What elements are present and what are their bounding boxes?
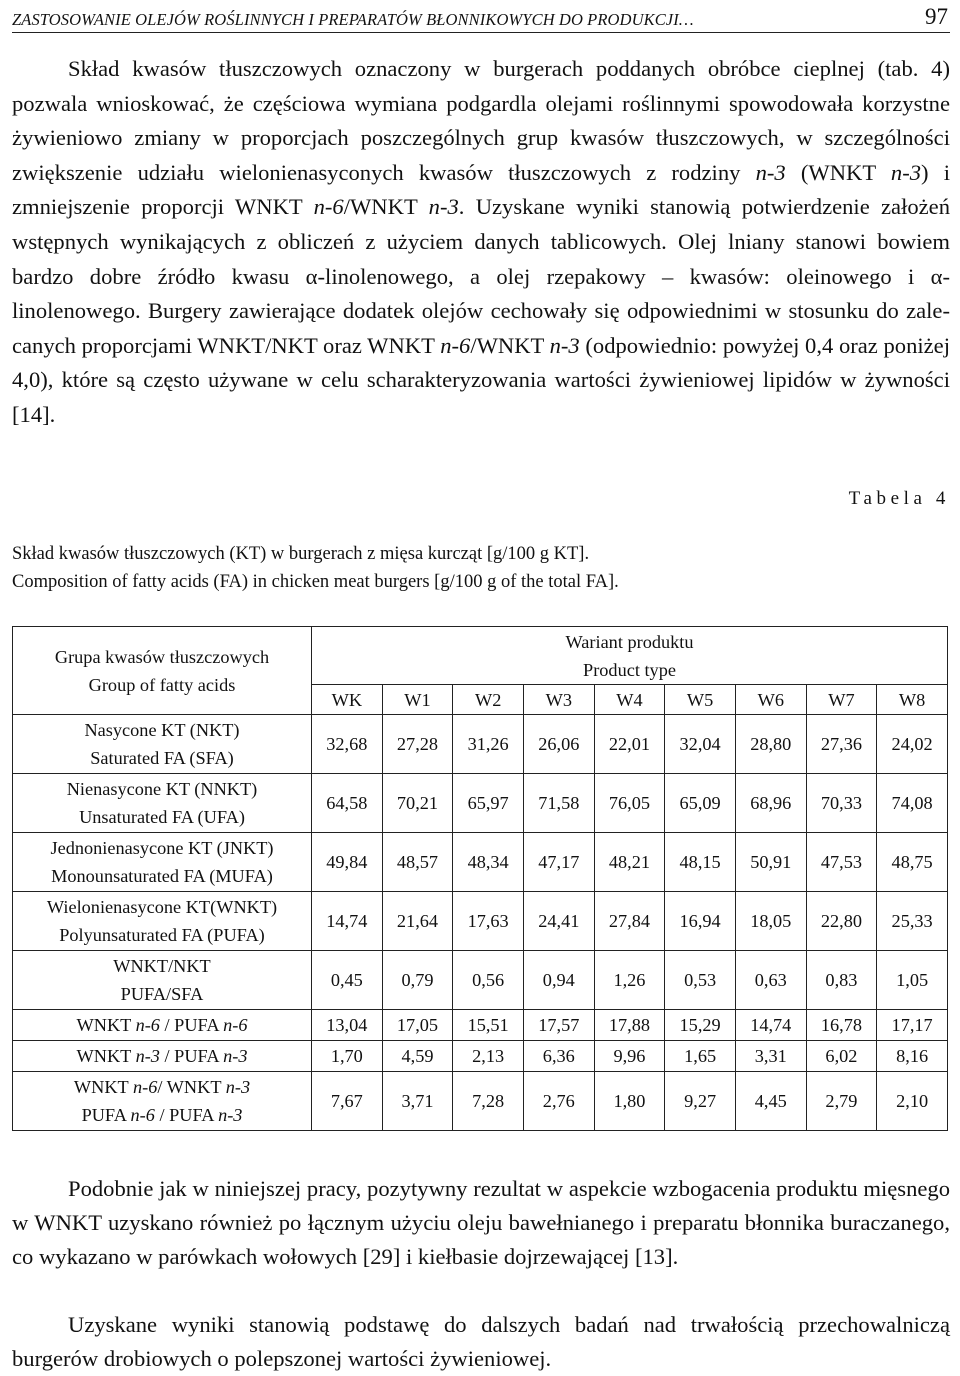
table-row [13, 833, 948, 892]
table-cell: 13,04 [312, 1010, 383, 1041]
group-header-pl: Grupa kwasów tłuszczowych [54, 646, 270, 667]
table-cell: 2,10 [877, 1072, 948, 1131]
table-cell: 32,04 [665, 715, 736, 774]
body-paragraph-2: Podobnie jak w niniejszej pracy, pozytywny rezultat w aspekcie wzbogacenia produktu mięsnego w WNKT uzyskano również po łącznym użyciu oleju bawełnianego i preparatu błonnika buraczanego, co wykazano w parówkach wołowych [29] i kiełbasie dojrzewającej [13]. [12, 1176, 950, 1269]
table-cell: 65,97 [453, 774, 524, 833]
table-cell: 70,21 [382, 774, 453, 833]
table-cell: 6,36 [523, 1041, 594, 1072]
row-label [13, 951, 312, 1010]
column-header-w8: W8 [877, 685, 948, 715]
table-cell: 17,05 [382, 1010, 453, 1041]
table-cell: 1,26 [594, 951, 665, 1010]
row-label-line: Wielonienasycone KT(WNKT) [46, 897, 278, 917]
table-cell: 0,79 [382, 951, 453, 1010]
table-cell: 27,84 [594, 892, 665, 951]
table-cell: 65,09 [665, 774, 736, 833]
table-cell: 4,59 [382, 1041, 453, 1072]
group-header-en: Group of fatty acids [88, 674, 236, 695]
row-label-line: PUFA/SFA [120, 984, 204, 1004]
row-label [13, 1041, 312, 1072]
table-cell: 7,67 [312, 1072, 383, 1131]
table-cell: 3,71 [382, 1072, 453, 1131]
column-header-w4: W4 [594, 685, 665, 715]
table-cell: 14,74 [312, 892, 383, 951]
table-cell: 31,26 [453, 715, 524, 774]
table-cell: 3,31 [735, 1041, 806, 1072]
table-cell: 49,84 [312, 833, 383, 892]
table-cell: 0,94 [523, 951, 594, 1010]
table-cell: 26,06 [523, 715, 594, 774]
row-label [13, 715, 312, 774]
table-cell: 74,08 [877, 774, 948, 833]
table-cell: 1,70 [312, 1041, 383, 1072]
row-label [13, 774, 312, 833]
table-cell: 17,88 [594, 1010, 665, 1041]
caption-english: Composition of fatty acids (FA) in chicken meat burgers [g/100 g of the total FA]. [12, 572, 619, 592]
table-cell: 18,05 [735, 892, 806, 951]
table-cell: 48,21 [594, 833, 665, 892]
table-cell: 22,01 [594, 715, 665, 774]
table-label: Tabela 4 [848, 488, 950, 509]
column-header-w5: W5 [665, 685, 736, 715]
column-header-w1: W1 [382, 685, 453, 715]
table-row [13, 892, 948, 951]
column-header-wk: WK [312, 685, 383, 715]
table-cell: 68,96 [735, 774, 806, 833]
table-cell: 9,27 [665, 1072, 736, 1131]
table-cell: 47,53 [806, 833, 877, 892]
row-label-line: Nasycone KT (NKT) [84, 720, 240, 740]
table-cell: 2,13 [453, 1041, 524, 1072]
table-cell: 48,57 [382, 833, 453, 892]
page-number: 97 [925, 4, 948, 29]
body-paragraph-3: Uzyskane wyniki stanowią podstawę do dalszych badań nad trwałością przechowalniczą burgerów drobiowych o polepszonej wartości żywieniowej. [12, 1312, 950, 1371]
row-label [13, 1072, 312, 1131]
row-label-line: Unsaturated FA (UFA) [79, 807, 245, 827]
table-body [13, 715, 948, 1131]
variant-header [312, 627, 948, 685]
table-cell: 50,91 [735, 833, 806, 892]
table-row [13, 715, 948, 774]
row-label [13, 833, 312, 892]
table-cell: 14,74 [735, 1010, 806, 1041]
row-label-line: Jednonienasycone KT (JNKT) [50, 838, 274, 858]
table-cell: 15,51 [453, 1010, 524, 1041]
table-cell: 6,02 [806, 1041, 877, 1072]
table-cell: 48,75 [877, 833, 948, 892]
row-label [13, 892, 312, 951]
row-label-line: WNKT/NKT [113, 956, 211, 976]
column-header-w7: W7 [806, 685, 877, 715]
table-cell: 24,41 [523, 892, 594, 951]
row-label-line: PUFA n-6 / PUFA n-3 [81, 1105, 243, 1125]
running-title: ZASTOSOWANIE OLEJÓW ROŚLINNYCH I PREPARATÓW BŁONNIKOWYCH DO PRODUKCJI… [12, 10, 694, 29]
column-header-w6: W6 [735, 685, 806, 715]
table-cell: 27,36 [806, 715, 877, 774]
body-paragraph-1: Skład kwasów tłuszczowych oznaczony w burgerach poddanych obróbce cieplnej (tab. 4) pozwala wnioskować, że częściowa wymiana podgardla olejami roślinnymi spowodowała korzystne żywieniowo zmiany w proporcjach poszczególnych grup kwasów tłuszczowych, w szczególności zwiększenie udziału wielonienasyconych kwasów tłuszczowych z rodziny n-3 (WNKT n-3) i zmniejszenie proporcji WNKT n-6/WNKT n-3. Uzyskane wyniki stanowią potwierdzenie założeń wstępnych wynikających z obliczeń z użyciem danych tablicowych. Olej lniany stanowi bowiem bardzo dobre źródło kwasu α-linolenowego, a olej rzepakowy – kwasów: oleinowego i α-linolenowego. Burgery zawierające dodatek olejów cechowały się odpowiednimi w stosunku do zalecanych proporcjami WNKT/NKT oraz WNKT n-6/WNKT n-3 (odpowiednio: powyżej 0,4 oraz poniżej 4,0), które są często używane w celu scharakteryzowania wartości żywieniowej lipidów w żywności [14]. [12, 56, 951, 427]
row-label-line: WNKT n-6/ WNKT n-3 [73, 1077, 251, 1097]
table-cell: 1,80 [594, 1072, 665, 1131]
table-cell: 27,28 [382, 715, 453, 774]
table-row [13, 1041, 948, 1072]
row-label-line: WNKT n-3 / PUFA n-3 [76, 1046, 248, 1066]
table-cell: 32,68 [312, 715, 383, 774]
table-caption [12, 540, 950, 596]
variant-header-pl: Wariant produktu [565, 631, 694, 652]
table-cell: 76,05 [594, 774, 665, 833]
table-cell: 22,80 [806, 892, 877, 951]
table-cell: 9,96 [594, 1041, 665, 1072]
table-cell: 48,34 [453, 833, 524, 892]
table-cell: 8,16 [877, 1041, 948, 1072]
group-header [13, 627, 312, 715]
table-cell: 0,56 [453, 951, 524, 1010]
table-cell: 71,58 [523, 774, 594, 833]
table-cell: 16,94 [665, 892, 736, 951]
table-cell: 48,15 [665, 833, 736, 892]
table-cell: 24,02 [877, 715, 948, 774]
table-cell: 17,57 [523, 1010, 594, 1041]
table-cell: 70,33 [806, 774, 877, 833]
row-label-line: Nienasycone KT (NNKT) [66, 779, 258, 799]
table-cell: 25,33 [877, 892, 948, 951]
table-cell: 47,17 [523, 833, 594, 892]
table-cell: 1,05 [877, 951, 948, 1010]
table-cell: 0,63 [735, 951, 806, 1010]
table-row [13, 1010, 948, 1041]
table-cell: 7,28 [453, 1072, 524, 1131]
table-cell: 17,17 [877, 1010, 948, 1041]
row-label [13, 1010, 312, 1041]
table-cell: 0,53 [665, 951, 736, 1010]
table-cell: 17,63 [453, 892, 524, 951]
table-cell: 64,58 [312, 774, 383, 833]
table-cell: 2,76 [523, 1072, 594, 1131]
table-row [13, 1072, 948, 1131]
caption-polish: Skład kwasów tłuszczowych (KT) w burgerach z mięsa kurcząt [g/100 g KT]. [12, 544, 590, 564]
running-header [12, 4, 950, 33]
table-cell: 0,45 [312, 951, 383, 1010]
fatty-acid-table [12, 626, 948, 1131]
variant-header-en: Product type [583, 659, 676, 680]
table-cell: 0,83 [806, 951, 877, 1010]
column-header-w3: W3 [523, 685, 594, 715]
table-cell: 15,29 [665, 1010, 736, 1041]
table-cell: 2,79 [806, 1072, 877, 1131]
table-row [13, 774, 948, 833]
table-row [13, 951, 948, 1010]
row-label-line: WNKT n-6 / PUFA n-6 [76, 1015, 248, 1035]
row-label-line: Polyunsaturated FA (PUFA) [59, 925, 265, 945]
table-cell: 16,78 [806, 1010, 877, 1041]
table-cell: 4,45 [735, 1072, 806, 1131]
row-label-line: Saturated FA (SFA) [90, 748, 234, 768]
table-cell: 28,80 [735, 715, 806, 774]
row-label-line: Monounsaturated FA (MUFA) [51, 866, 273, 886]
table-cell: 21,64 [382, 892, 453, 951]
table-cell: 1,65 [665, 1041, 736, 1072]
column-header-w2: W2 [453, 685, 524, 715]
